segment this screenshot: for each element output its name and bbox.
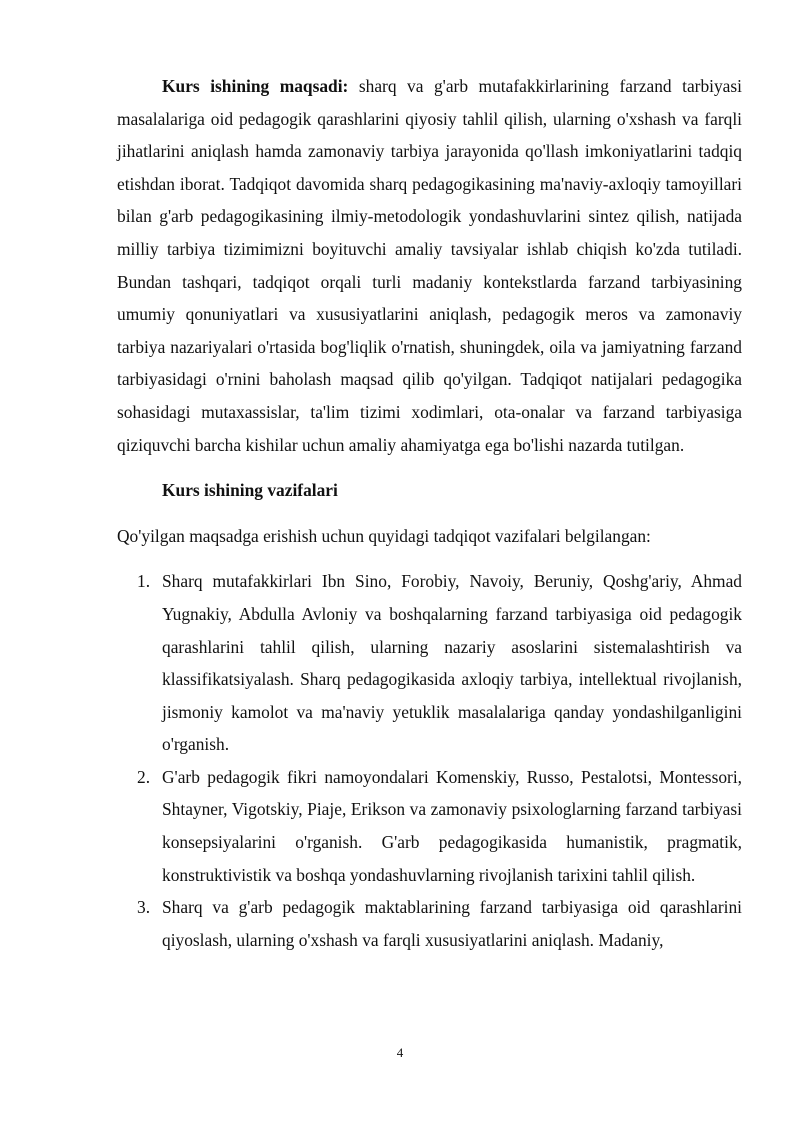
aim-text: sharq va g'arb mutafakkirlarining farzand tarbiyasi masalalariga oid pedagogik qarashlarini qiyosiy tahlil qilish, ularning o'xshash va farqli jihatlarini aniqlash hamda zamonaviy tarbiya jarayonida qo'llash imkoniyatlarini tadqiq etishdan iborat. Tadqiqot davomida sharq pedagogikasining ma'naviy-axloqiy tamoyillari bilan g'arb pedagogikasining ilmiy-metodologik yondashuvlarini sintez qilish, natijada milliy tarbiya tizimimizni boyituvchi amaliy tavsiyalar ishlab chiqish ko'zda tutiladi. Bundan tashqari, tadqiqot orqali turli madaniy kontekstlarda farzand tarbiyasining umumiy qonuniyatlari va xususiyatlarini aniqlash, pedagogik meros va zamonaviy tarbiya nazariyalari o'rtasida bog'liqlik o'rnatish, shuningdek, oila va jamiyatning farzand tarbiyasidagi o'rnini baholash maqsad qilib qo'yilgan. Tadqiqot natijalari pedagogika sohasidagi mutaxassislar, ta'lim tizimi xodimlari, ota-onalar va farzand tarbiyasiga qiziquvchi barcha kishilar uchun amaliy ahamiyatga ega bo'lishi nazarda tutilgan.	[117, 76, 742, 455]
list-item-number: 3.	[137, 897, 151, 918]
document-page	[117, 70, 742, 956]
list-item	[117, 565, 742, 761]
list-item-text: G'arb pedagogik fikri namoyondalari Komenskiy, Russo, Pestalotsi, Montessori, Shtayner, Vigotskiy, Piaje, Erikson va zamonaviy psixologlarning farzand tarbiyasi konsepsiyalarini o'rganish. G'arb pedagogikasida humanistik, pragmatik, konstruktivistik va boshqa yondashuvlarning rivojlanish tarixini tahlil qilish.	[162, 766, 742, 885]
list-item	[117, 761, 742, 891]
list-item-text: Sharq mutafakkirlari Ibn Sino, Forobiy, Navoiy, Beruniy, Qoshg'ariy, Ahmad Yugnakiy, Abdulla Avloniy va boshqalarning farzand tarbiyasiga oid pedagogik qarashlarini tahlil qilish, ularning nazariy asoslarini sistemalashtirish va klassifikatsiyalash. Sharq pedagogikasida axloqiy tarbiya, intellektual rivojlanish, jismoniy kamolot va ma'naviy yetuklik masalalariga qanday yondashilganligini o'rganish.	[162, 571, 742, 755]
tasks-intro: Qo'yilgan maqsadga erishish uchun quyidagi tadqiqot vazifalari belgilangan:	[117, 525, 651, 546]
tasks-heading: Kurs ishining vazifalari	[162, 480, 338, 501]
list-item	[117, 891, 742, 956]
aim-paragraph	[117, 70, 742, 461]
page-number: 4	[396, 1045, 404, 1060]
tasks-list	[117, 565, 742, 956]
aim-label: Kurs ishining maqsadi:	[162, 76, 349, 96]
list-item-text: Sharq va g'arb pedagogik maktablarining farzand tarbiyasiga oid qarashlarini qiyoslash, ularning o'xshash va farqli xususiyatlarini aniqlash. Madaniy,	[162, 897, 742, 950]
list-item-number: 2.	[137, 766, 151, 787]
list-item-number: 1.	[137, 571, 151, 592]
